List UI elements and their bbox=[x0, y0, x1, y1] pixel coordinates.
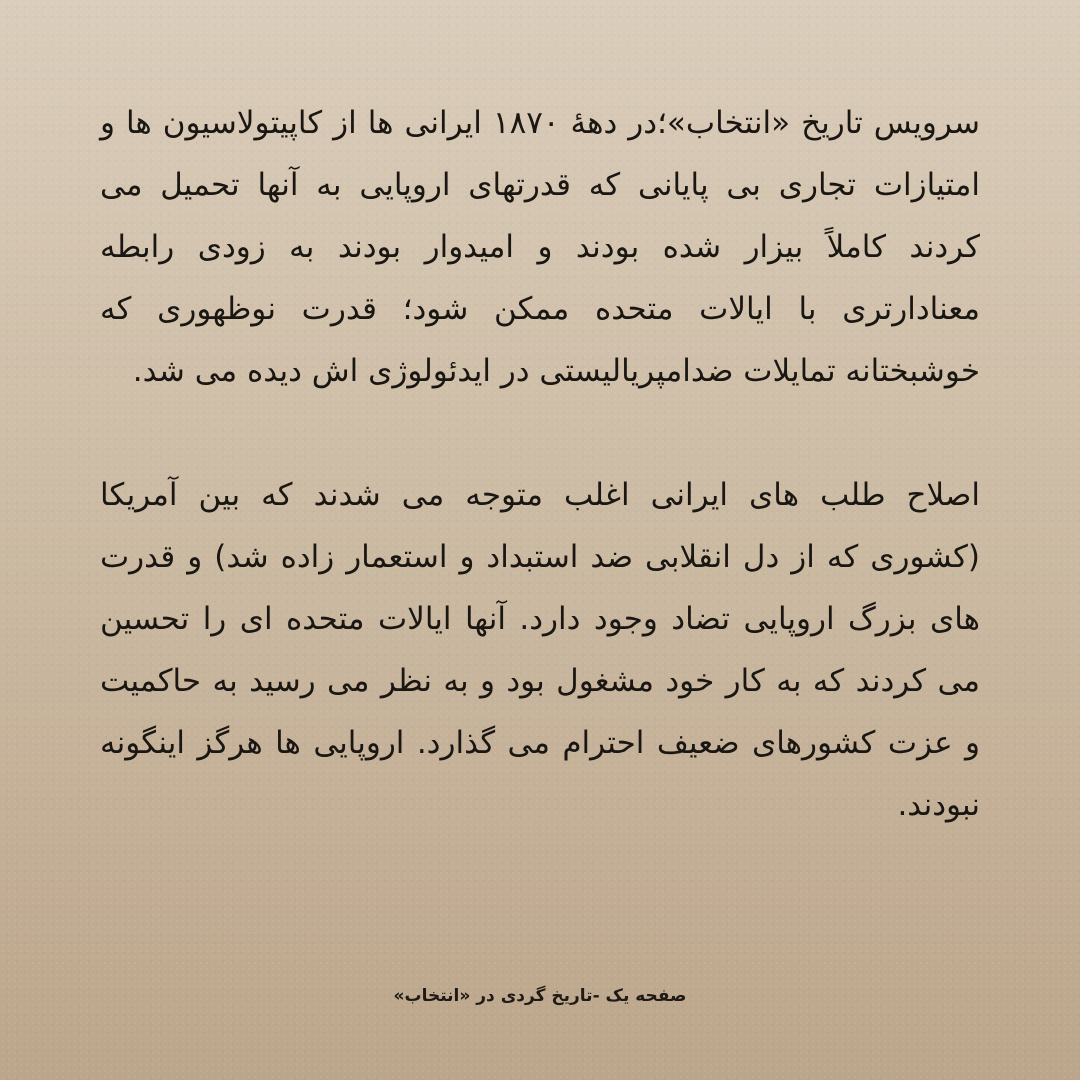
page-caption: صفحه یک -تاریخ گردی در «انتخاب» bbox=[393, 986, 687, 1006]
paragraph-1: سرویس تاریخ «انتخاب»؛در دههٔ ۱۸۷۰ ایرانی ها از کاپیتولاسیون ها و امتیازات تجاری بی پایانی که قدرتهای اروپایی به آنها تحمیل می کردند کاملاً بیزار شده بودند و امیدوار بودند به زودی رابطه معنادارتری با ایالات متحده ممکن شود؛ قدرت نوظهوری که خوشبختانه تمایلات ضدامپریالیستی در ایدئولوژی اش دیده می شد. bbox=[100, 105, 980, 389]
article-body bbox=[100, 92, 980, 836]
paragraph-2: اصلاح طلب های ایرانی اغلب متوجه می شدند که بین آمریکا (کشوری که از دل انقلابی ضد استبداد و استعمار زاده شد) و قدرت های بزرگ اروپایی تضاد وجود دارد. آنها ایالات متحده ای را تحسین می کردند که به کار خود مشغول بود و به نظر می رسید به حاکمیت و عزت کشورهای ضعیف احترام می گذارد. اروپایی ها هرگز اینگونه نبودند. bbox=[100, 477, 980, 823]
